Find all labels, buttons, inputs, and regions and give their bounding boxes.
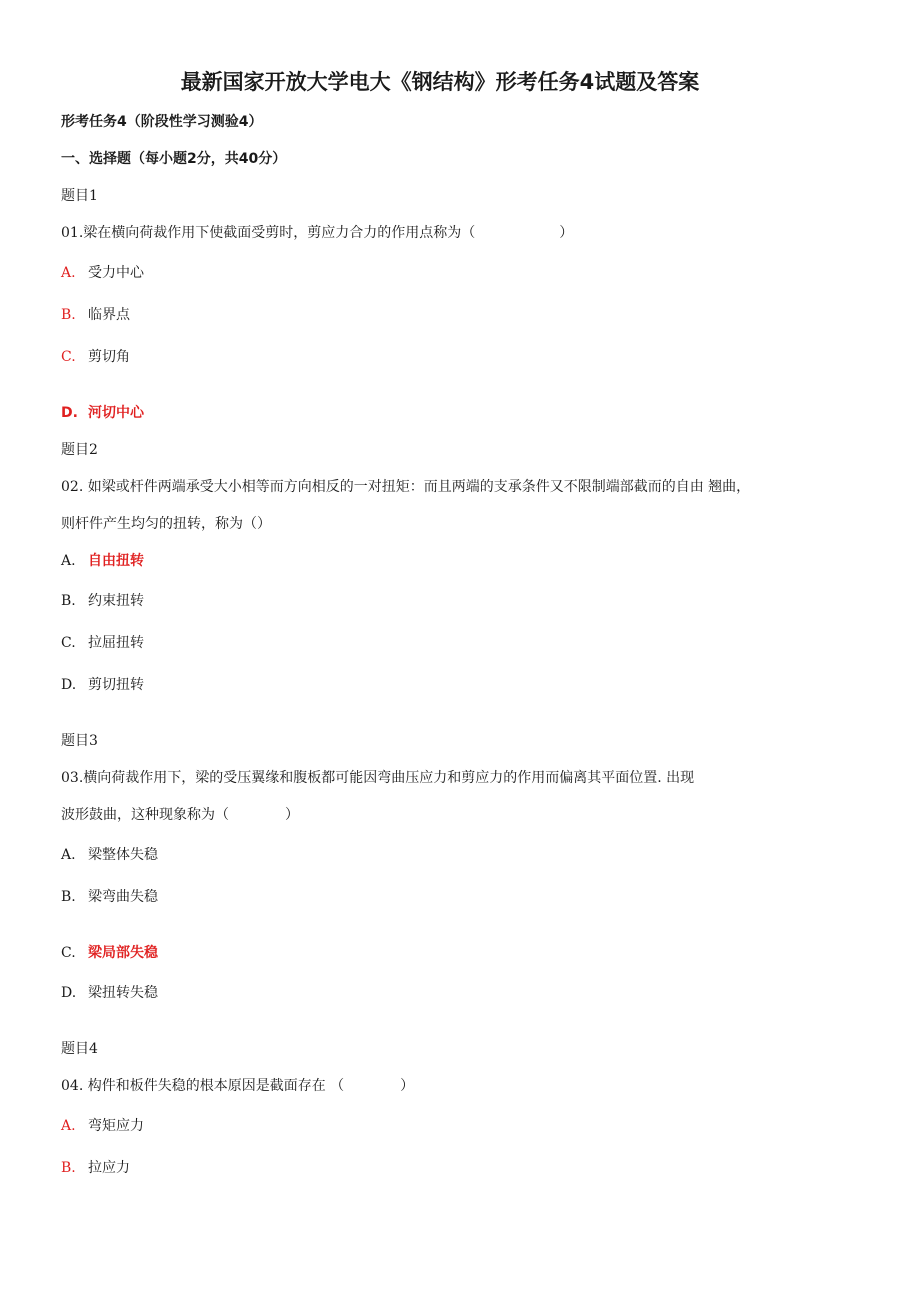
option-text: 梁扭转失稳	[88, 985, 158, 1001]
question-2-option-b[interactable]	[61, 590, 144, 610]
option-letter: A.	[61, 265, 76, 281]
question-3-option-b[interactable]	[61, 886, 158, 906]
option-letter: B.	[61, 1160, 76, 1176]
option-letter: D.	[61, 985, 77, 1001]
question-4-option-b[interactable]	[61, 1157, 130, 1177]
option-text: 临界点	[88, 307, 130, 323]
option-text: 梁整体失稳	[88, 847, 158, 863]
option-letter: C.	[61, 635, 76, 651]
question-3-text-continued: 波形鼓曲，这种现象称为（ ）	[61, 807, 299, 823]
option-letter: D.	[61, 405, 78, 421]
option-text: 受力中心	[88, 265, 144, 281]
option-letter: A.	[61, 847, 76, 863]
option-letter: B.	[61, 307, 76, 323]
section-heading: 一、选择题（每小题2分，共40分）	[61, 151, 287, 167]
option-text: 梁局部失稳	[88, 945, 158, 961]
option-letter: B.	[61, 889, 76, 905]
question-2-text: 02. 如梁或杆件两端承受大小相等而方向相反的一对扭矩：而且两端的支承条件又不限制端部截而的自由 翘曲，	[61, 479, 751, 495]
option-letter: A.	[61, 553, 76, 569]
option-text: 弯矩应力	[88, 1118, 144, 1134]
question-2-text-continued: 则杆件产生均匀的扭转，称为（）	[61, 516, 271, 532]
question-2-label: 题目2	[61, 442, 98, 458]
option-text: 拉应力	[88, 1160, 130, 1176]
question-3-option-c-answer[interactable]	[61, 942, 158, 962]
option-letter: D.	[61, 677, 77, 693]
question-4-option-a[interactable]	[61, 1115, 144, 1135]
question-3-text: 03.横向荷裁作用下，梁的受压翼缘和腹板都可能因弯曲压应力和剪应力的作用而偏离其平面位置. 出现	[61, 770, 695, 786]
subtitle: 形考任务4（阶段性学习测验4）	[61, 114, 263, 130]
option-letter: C.	[61, 945, 76, 961]
question-1-text: 01.梁在横向荷裁作用下使截面受剪时，剪应力合力的作用点称为（ ）	[61, 225, 574, 241]
document-title: 最新国家开放大学电大《钢结构》形考任务4试题及答案	[180, 70, 700, 94]
option-letter: B.	[61, 593, 76, 609]
question-4-text: 04. 构件和板件失稳的根本原因是截面存在 （ ）	[61, 1078, 415, 1094]
question-1-option-d-answer[interactable]	[61, 402, 144, 422]
option-text: 拉屈扭转	[88, 635, 144, 651]
question-1-option-a[interactable]	[61, 262, 144, 282]
question-1-option-c[interactable]	[61, 346, 130, 366]
option-text: 自由扭转	[88, 553, 144, 569]
question-4-label: 题目4	[61, 1041, 98, 1057]
option-text: 剪切角	[88, 349, 130, 365]
question-2-option-c[interactable]	[61, 632, 144, 652]
question-3-label: 题目3	[61, 733, 98, 749]
question-3-option-d[interactable]	[61, 982, 158, 1002]
question-1-label: 题目1	[61, 188, 98, 204]
option-letter: A.	[61, 1118, 76, 1134]
option-text: 梁弯曲失稳	[88, 889, 158, 905]
question-1-option-b[interactable]	[61, 304, 130, 324]
question-2-option-d[interactable]	[61, 674, 144, 694]
option-text: 河切中心	[88, 405, 144, 421]
question-3-option-a[interactable]	[61, 844, 158, 864]
option-text: 剪切扭转	[88, 677, 144, 693]
option-letter: C.	[61, 349, 76, 365]
option-text: 约束扭转	[88, 593, 144, 609]
question-2-option-a-answer[interactable]	[61, 550, 144, 570]
